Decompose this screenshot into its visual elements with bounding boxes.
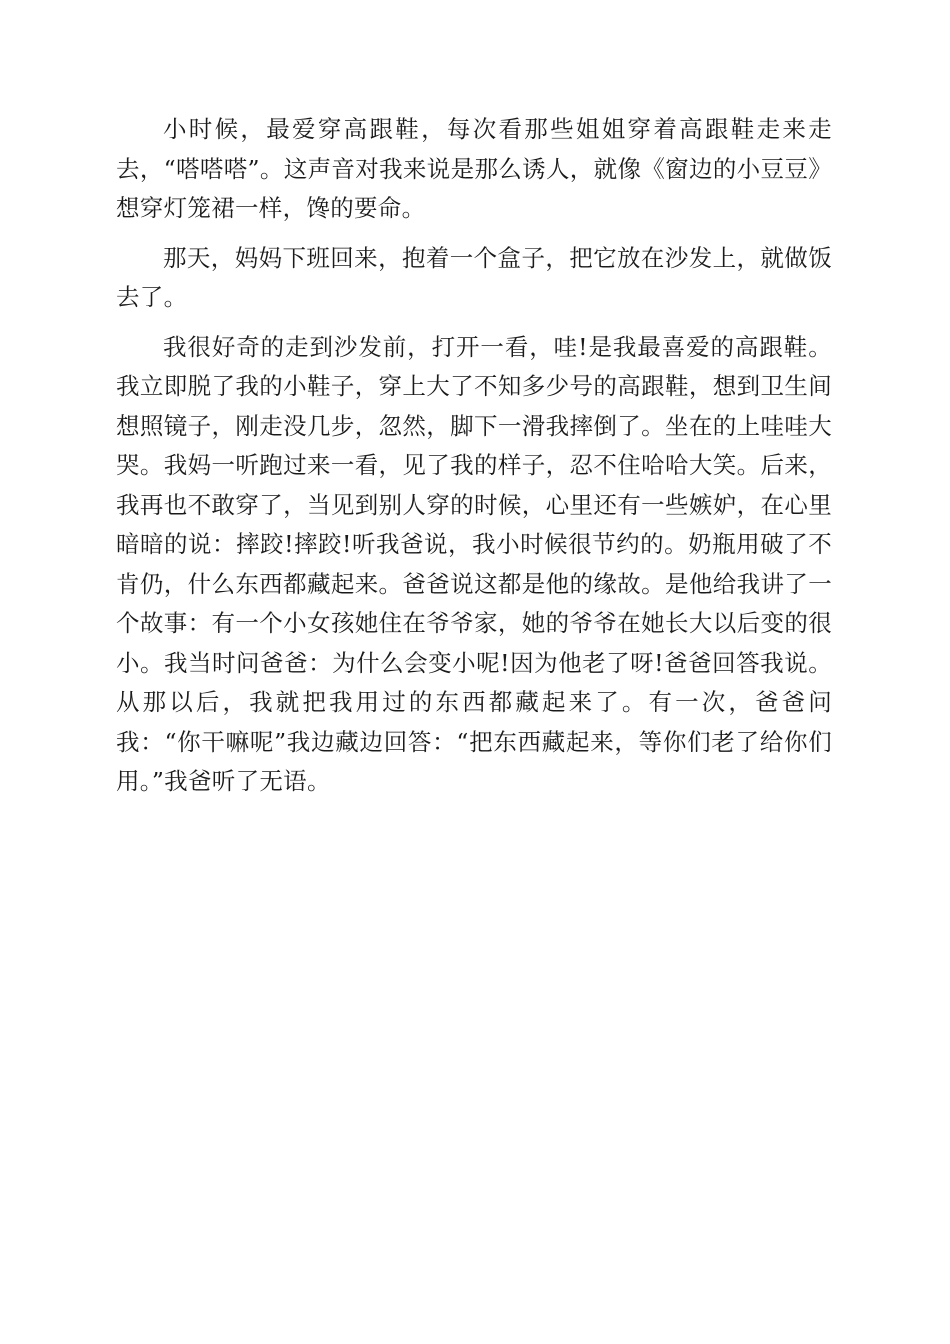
paragraph-3: 我很好奇的走到沙发前，打开一看，哇!是我最喜爱的高跟鞋。我立即脱了我的小鞋子，穿上大了不知多少号的高跟鞋，想到卫生间想照镜子，刚走没几步，忽然，脚下一滑我摔倒了。坐在的上哇哇大哭。我妈一听跑过来一看，见了我的样子，忍不住哈哈大笑。后来，我再也不敢穿了，当见到别人穿的时候，心里还有一些嫉妒，在心里暗暗的说：摔跤!摔跤!听我爸说，我小时候很节约的。奶瓶用破了不肯仍，什么东西都藏起来。爸爸说这都是他的缘故。是他给我讲了一个故事：有一个小女孩她住在爷爷家，她的爷爷在她长大以后变的很小。我当时问爸爸：为什么会变小呢!因为他老了呀!爸爸回答我说。从那以后，我就把我用过的东西都藏起来了。有一次，爸爸问我：“你干嘛呢”我边藏边回答：“把东西藏起来，等你们老了给你们用。”我爸听了无语。 — [116, 332, 832, 795]
document-body — [116, 110, 832, 812]
paragraph-2: 那天，妈妈下班回来，抱着一个盒子，把它放在沙发上，就做饭去了。 — [116, 243, 832, 311]
paragraph-1: 小时候，最爱穿高跟鞋，每次看那些姐姐穿着高跟鞋走来走去，“嗒嗒嗒”。这声音对我来说是那么诱人，就像《窗边的小豆豆》想穿灯笼裙一样，馋的要命。 — [116, 115, 832, 222]
